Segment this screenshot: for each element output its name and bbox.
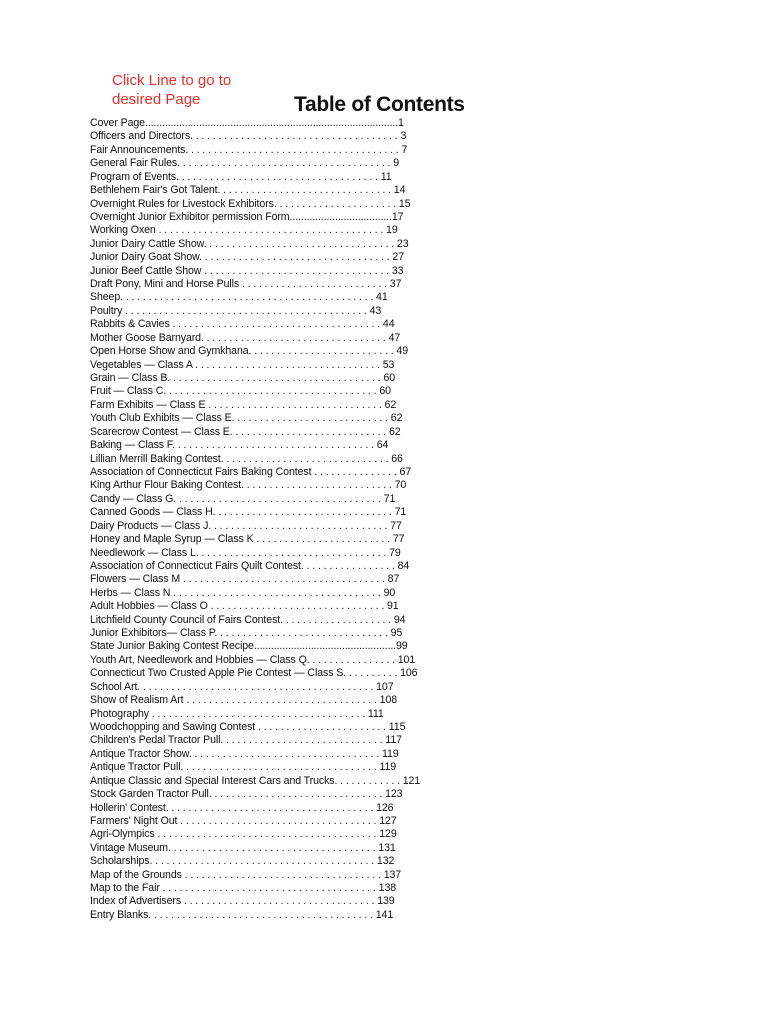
toc-entry-link[interactable]: Adult Hobbies — Class O . . . . . . . . . . . . . . . . . . . . . . . . . . . . . . . 91 [90,600,399,613]
toc-entry-link[interactable]: Working Oxen . . . . . . . . . . . . . . . . . . . . . . . . . . . . . . . . . . . . . . . . 19 [90,224,398,237]
toc-entry-link[interactable]: King Arthur Flour Baking Contest. . . . . . . . . . . . . . . . . . . . . . . . . . . 70 [90,479,407,492]
toc-entry-link[interactable]: Draft Pony, Mini and Horse Pulls . . . . . . . . . . . . . . . . . . . . . . . . . . 37 [90,278,402,291]
toc-entry-link[interactable]: Junior Beef Cattle Show . . . . . . . . . . . . . . . . . . . . . . . . . . . . . . . . . 33 [90,264,404,277]
toc-entry-link[interactable]: Overnight Rules for Livestock Exhibitors. . . . . . . . . . . . . . . . . . . . . . 15 [90,197,411,210]
toc-entry-link[interactable]: Canned Goods — Class H. . . . . . . . . . . . . . . . . . . . . . . . . . . . . . . . 71 [90,506,407,519]
toc-entry-link[interactable]: Litchfield County Council of Fairs Contest. . . . . . . . . . . . . . . . . . . . 94 [90,613,406,626]
toc-entry-link[interactable]: Farm Exhibits — Class E . . . . . . . . . . . . . . . . . . . . . . . . . . . . . . . 62 [90,398,397,411]
toc-entry-link[interactable]: General Fair Rules. . . . . . . . . . . . . . . . . . . . . . . . . . . . . . . . . . . . . . 9 [90,157,399,170]
toc-entry-link[interactable]: Sheep. . . . . . . . . . . . . . . . . . . . . . . . . . . . . . . . . . . . . . . . . . . . . 41 [90,291,388,304]
toc-entry-link[interactable]: Overnight Junior Exhibitor permission Form....................................17 [90,210,404,223]
toc-entry-link[interactable]: Association of Connecticut Fairs Quilt Contest. . . . . . . . . . . . . . . . . 84 [90,559,410,572]
toc-entry-link[interactable]: Farmers' Night Out . . . . . . . . . . . . . . . . . . . . . . . . . . . . . . . . . . . 127 [90,814,397,827]
hint-line-1: Click Line to go to [112,72,232,89]
toc-entry-link[interactable]: Needlework — Class L. . . . . . . . . . . . . . . . . . . . . . . . . . . . . . . . . . 79 [90,546,401,559]
toc-entry-link[interactable]: Honey and Maple Syrup — Class K . . . . . . . . . . . . . . . . . . . . . . . . 77 [90,533,405,546]
toc-entry-link[interactable]: Map to the Fair . . . . . . . . . . . . . . . . . . . . . . . . . . . . . . . . . . . . . . 138 [90,882,397,895]
toc-entry-link[interactable]: Photography . . . . . . . . . . . . . . . . . . . . . . . . . . . . . . . . . . . . . . 111 [90,707,384,720]
toc-entry-link[interactable]: Mother Goose Barnyard. . . . . . . . . . . . . . . . . . . . . . . . . . . . . . . . . 47 [90,331,401,344]
toc-entry-link[interactable]: Antique Classic and Special Interest Cars and Trucks. . . . . . . . . . . . 121 [90,774,421,787]
page-title: Table of Contents [294,93,465,116]
toc-entry-link[interactable]: Dairy Products — Class J. . . . . . . . . . . . . . . . . . . . . . . . . . . . . . . . 77 [90,519,402,532]
toc-entry-link[interactable]: Fair Announcements. . . . . . . . . . . . . . . . . . . . . . . . . . . . . . . . . . . . . . 7 [90,143,408,156]
toc-entry-link[interactable]: Baking — Class F. . . . . . . . . . . . . . . . . . . . . . . . . . . . . . . . . . . . 64 [90,439,389,452]
toc-entry-link[interactable]: Association of Connecticut Fairs Baking Contest . . . . . . . . . . . . . . . 67 [90,465,412,478]
toc-entry-link[interactable]: Scarecrow Contest — Class E. . . . . . . . . . . . . . . . . . . . . . . . . . . . 62 [90,425,401,438]
toc-entry-link[interactable]: Rabbits & Cavies . . . . . . . . . . . . . . . . . . . . . . . . . . . . . . . . . . . . . 44 [90,318,395,331]
toc-entry-link[interactable]: Stock Garden Tractor Pull. . . . . . . . . . . . . . . . . . . . . . . . . . . . . . . 123 [90,788,403,801]
toc-entry-link[interactable]: Lillian Merrill Baking Contest. . . . . . . . . . . . . . . . . . . . . . . . . . . . . . 66 [90,452,403,465]
toc-entry-link[interactable]: Agri-Olympics . . . . . . . . . . . . . . . . . . . . . . . . . . . . . . . . . . . . . . . 129 [90,828,397,841]
toc-entry-link[interactable]: Youth Club Exhibits — Class E. . . . . . . . . . . . . . . . . . . . . . . . . . . . 62 [90,412,403,425]
toc-entry-link[interactable]: Flowers — Class M . . . . . . . . . . . . . . . . . . . . . . . . . . . . . . . . . . . . 87 [90,573,400,586]
toc-entry-link[interactable]: Candy — Class G. . . . . . . . . . . . . . . . . . . . . . . . . . . . . . . . . . . . . 71 [90,492,396,505]
toc-entry-link[interactable]: Entry Blanks. . . . . . . . . . . . . . . . . . . . . . . . . . . . . . . . . . . . . . . . 141 [90,908,394,921]
toc-entry-link[interactable]: Bethlehem Fair's Got Talent. . . . . . . . . . . . . . . . . . . . . . . . . . . . . . . 14 [90,184,406,197]
toc-entry-link[interactable]: State Junior Baking Contest Recipe..................................................99 [90,640,408,653]
toc-entry-link[interactable]: Junior Exhibitors— Class P. . . . . . . . . . . . . . . . . . . . . . . . . . . . . . . 95 [90,627,403,640]
toc-entry-link[interactable]: Antique Tractor Pull. . . . . . . . . . . . . . . . . . . . . . . . . . . . . . . . . . . 119 [90,761,397,774]
toc-entry-link[interactable]: Antique Tractor Show. . . . . . . . . . . . . . . . . . . . . . . . . . . . . . . . . . 119 [90,747,399,760]
toc-entry-link[interactable]: School Art. . . . . . . . . . . . . . . . . . . . . . . . . . . . . . . . . . . . . . . . . . 107 [90,680,394,693]
toc-entry-link[interactable]: Program of Events. . . . . . . . . . . . . . . . . . . . . . . . . . . . . . . . . . . . 11 [90,170,392,183]
toc-entry-link[interactable]: Junior Dairy Cattle Show. . . . . . . . . . . . . . . . . . . . . . . . . . . . . . . . . . 23 [90,237,409,250]
click-line-hint [112,71,282,109]
toc-entry-link[interactable]: Fruit — Class C. . . . . . . . . . . . . . . . . . . . . . . . . . . . . . . . . . . . . . 60 [90,385,391,398]
toc-entry-link[interactable]: Officers and Directors. . . . . . . . . . . . . . . . . . . . . . . . . . . . . . . . . . . . . 3 [90,130,407,143]
toc-entry-link[interactable]: Connecticut Two Crusted Apple Pie Contest — Class S. . . . . . . . . . 106 [90,667,418,680]
toc-entry-link[interactable]: Woodchopping and Sawing Contest . . . . . . . . . . . . . . . . . . . . . . . 115 [90,720,406,733]
toc-entry-link[interactable]: Junior Dairy Goat Show. . . . . . . . . . . . . . . . . . . . . . . . . . . . . . . . . . 27 [90,251,405,264]
toc-entry-link[interactable]: Index of Advertisers . . . . . . . . . . . . . . . . . . . . . . . . . . . . . . . . . . 139 [90,895,395,908]
toc-entry-link[interactable]: Open Horse Show and Gymkhana. . . . . . . . . . . . . . . . . . . . . . . . . . 49 [90,345,408,358]
toc-entry-link[interactable]: Show of Realism Art . . . . . . . . . . . . . . . . . . . . . . . . . . . . . . . . . . 108 [90,694,398,707]
toc-entry-link[interactable]: Poultry . . . . . . . . . . . . . . . . . . . . . . . . . . . . . . . . . . . . . . . . . . . 43 [90,304,382,317]
toc-entry-link[interactable]: Scholarships. . . . . . . . . . . . . . . . . . . . . . . . . . . . . . . . . . . . . . . . 132 [90,855,395,868]
toc-entry-link[interactable]: Vintage Museum. . . . . . . . . . . . . . . . . . . . . . . . . . . . . . . . . . . . . 131 [90,841,396,854]
hint-line-2: desired Page [112,91,201,108]
toc-entry-link[interactable]: Cover Page.........................................................................................1 [90,117,404,129]
table-of-contents-list [90,117,420,922]
toc-entry-link[interactable]: Map of the Grounds . . . . . . . . . . . . . . . . . . . . . . . . . . . . . . . . . . . 137 [90,868,402,881]
toc-entry-link[interactable]: Herbs — Class N . . . . . . . . . . . . . . . . . . . . . . . . . . . . . . . . . . . . . 90 [90,586,396,599]
toc-entry-link[interactable]: Children's Pedal Tractor Pull. . . . . . . . . . . . . . . . . . . . . . . . . . . . . 117 [90,734,402,747]
toc-entry-link[interactable]: Hollerin' Contest. . . . . . . . . . . . . . . . . . . . . . . . . . . . . . . . . . . . . 126 [90,801,394,814]
toc-entry-link[interactable]: Grain — Class B. . . . . . . . . . . . . . . . . . . . . . . . . . . . . . . . . . . . . . 60 [90,372,396,385]
toc-entry-link[interactable]: Vegetables — Class A . . . . . . . . . . . . . . . . . . . . . . . . . . . . . . . . . 53 [90,358,395,371]
toc-entry-link[interactable]: Youth Art, Needlework and Hobbies — Class Q. . . . . . . . . . . . . . . . 101 [90,653,416,666]
